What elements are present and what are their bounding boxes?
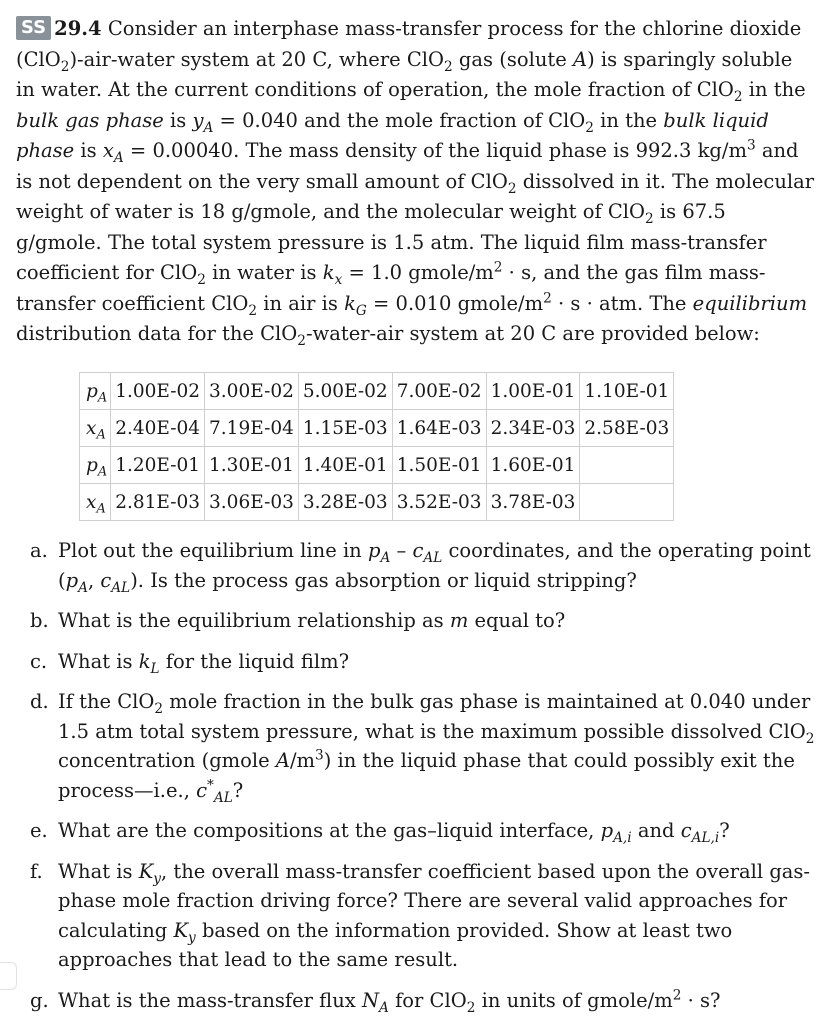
row-label: $p_A$ bbox=[80, 373, 111, 410]
table-cell: 1.00E-02 bbox=[111, 373, 205, 410]
problem-statement: SS 29.4 Consider an interphase mass-transfer process for the chlorine dioxide (ClO$_2$)-air-water system at 20 C, where ClO$_2$ gas (solute A) is sparingly soluble in water. At the current conditions of operation, the mole fraction of ClO$_2$ in the bulk gas phase is $y_A = 0.040$ and the mole fraction of ClO$_2$ in the bulk liquid phase is $x_A = 0.00040$. The mass density of the liquid phase is 992.3 $kg/m^3$ and is not dependent on the very small amount of ClO$_2$ dissolved in it. The molecular weight of water is 18 g/gmole, and the molecular weight of ClO$_2$ is 67.5 g/gmole. The total system pressure is 1.5 atm. The liquid film mass-transfer coefficient for ClO$_2$ in water is $k_x = 1.0$ gmole/$m^2 \cdot s$, and the gas film mass-transfer coefficient ClO$_2$ in air is $k_G = 0.010$ gmole/$m^2 \cdot s$ · atm. The equilibrium distribution data for the ClO$_2$-water-air system at 20 C are provided below: bbox=[16, 17, 815, 349]
table-cell: 3.28E-03 bbox=[298, 484, 392, 521]
table-cell: 1.60E-01 bbox=[486, 447, 580, 484]
table-cell: 1.64E-03 bbox=[392, 410, 486, 447]
equilibrium-data-table bbox=[79, 372, 674, 521]
table-cell: 2.34E-03 bbox=[486, 410, 580, 447]
part-d: d. If the ClO$_2$ mole fraction in the bulk gas phase is maintained at 0.040 under 1.5 atm total system pressure, what is the maximum possible dissolved ClO$_2$ concentration (gmole $A/m^3$) in the liquid phase that could possibly exit the process—i.e., $c^*_{AL}$? bbox=[30, 687, 820, 805]
table-cell bbox=[580, 484, 674, 521]
part-f: f. What is $K_y$, the overall mass-transfer coefficient based upon the overall gas-phase mole fraction driving force? There are several valid approaches for calculating $K_y$ based on the information provided. Show at least two approaches that lead to the same result. bbox=[30, 857, 820, 975]
part-letter: d. bbox=[30, 690, 49, 713]
row-label: $x_A$ bbox=[80, 484, 111, 521]
table-cell: 1.20E-01 bbox=[111, 447, 205, 484]
row-label: $x_A$ bbox=[80, 410, 111, 447]
part-g: g. What is the mass-transfer flux $N_A$ for ClO$_2$ in units of gmole/$m^2 \cdot s$? bbox=[30, 987, 721, 1016]
part-a: a. Plot out the equilibrium line in $p_A - c_{AL}$ coordinates, and the operating point ($p_A$, $c_{AL}$). Is the process gas absorption or liquid stripping? bbox=[30, 536, 820, 595]
table-cell: 1.50E-01 bbox=[392, 447, 486, 484]
ss-badge: SS bbox=[16, 16, 51, 40]
table-cell: 3.52E-03 bbox=[392, 484, 486, 521]
table-cell: 2.40E-04 bbox=[111, 410, 205, 447]
table-cell: 2.81E-03 bbox=[111, 484, 205, 521]
part-letter: a. bbox=[30, 539, 48, 562]
table-row bbox=[80, 484, 674, 521]
part-letter: f. bbox=[30, 859, 43, 883]
text: Consider an interphase mass-transfer process for the chlorine dioxide (ClO bbox=[16, 17, 802, 71]
table-cell: 7.00E-02 bbox=[392, 373, 486, 410]
part-letter: b. bbox=[30, 609, 49, 632]
table-cell: 5.00E-02 bbox=[298, 373, 392, 410]
question-parts bbox=[30, 536, 820, 1026]
part-e: e. What are the compositions at the gas–liquid interface, $p_{A,i}$ and $c_{AL,i}$? bbox=[30, 816, 820, 846]
margin-tab[interactable] bbox=[0, 962, 17, 990]
table-cell: 3.00E-02 bbox=[205, 373, 299, 410]
part-letter: c. bbox=[30, 649, 48, 673]
table-row bbox=[80, 410, 674, 447]
table-cell: 7.19E-04 bbox=[205, 410, 299, 447]
part-letter: g. bbox=[30, 988, 49, 1012]
table-cell: 2.58E-03 bbox=[580, 410, 674, 447]
table-cell: 3.06E-03 bbox=[205, 484, 299, 521]
part-letter: e. bbox=[30, 819, 48, 842]
table-cell: 1.10E-01 bbox=[580, 373, 674, 410]
row-label: $p_A$ bbox=[80, 447, 111, 484]
table-cell: 1.00E-01 bbox=[486, 373, 580, 410]
table-cell: 1.40E-01 bbox=[298, 447, 392, 484]
table-cell: 1.30E-01 bbox=[205, 447, 299, 484]
table-cell: 3.78E-03 bbox=[486, 484, 580, 521]
table-row bbox=[80, 373, 674, 410]
part-b: b. What is the equilibrium relationship as m equal to? bbox=[30, 606, 820, 636]
table-cell bbox=[580, 447, 674, 484]
part-c: c. What is $k_L$ for the liquid film? bbox=[30, 647, 820, 677]
table-row bbox=[80, 447, 674, 484]
table-cell: 1.15E-03 bbox=[298, 410, 392, 447]
problem-number: 29.4 bbox=[54, 17, 102, 40]
